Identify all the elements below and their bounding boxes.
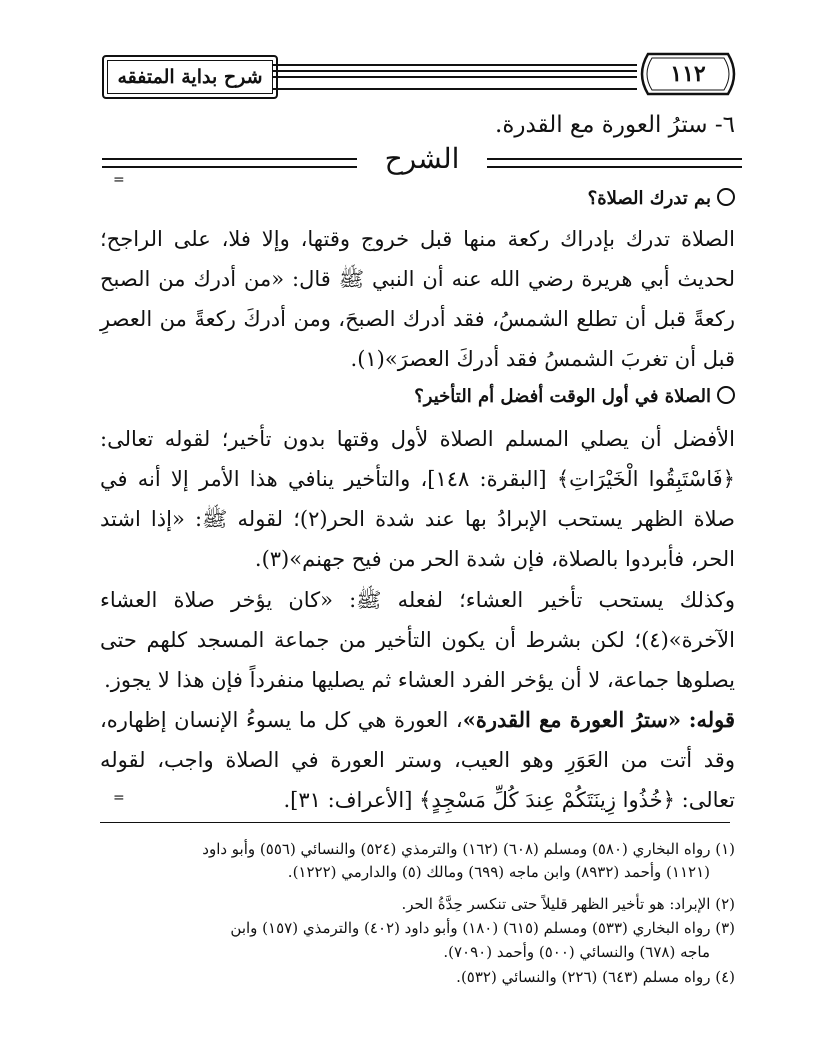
continuation-mark-2: =: [113, 790, 125, 806]
footnote-2: (٢) الإبراد: هو تأخير الظهر قليلاً حتى تنكسر حِدَّةُ الحر.: [401, 895, 735, 913]
footnote-3-line-2: ماجه (٦٧٨) والنسائي (٥٠٠) وأحمد (٧٠٩٠).: [443, 943, 710, 961]
item-6-text: ٦- سترُ العورة مع القدرة.: [495, 112, 735, 138]
flower-bullet-icon: [717, 386, 735, 404]
footnote-separator: [100, 822, 730, 823]
paragraph-4-label: قوله:: [688, 707, 735, 732]
footnote-4: (٤) رواه مسلم (٦٤٣) (٢٢٦) والنسائي (٥٣٢).: [456, 968, 735, 986]
paragraph-4-quote: «سترُ العورة مع القدرة»: [462, 707, 682, 732]
paragraph-2: الأفضل أن يصلي المسلم الصلاة لأول وقتها بدون تأخير؛ لقوله تعالى: ﴿فَاسْتَبِقُوا الْخَيْرَاتِ﴾ [البقرة: ١٤٨]، والتأخير ينافي هذا الأمر إلا أنه في صلاة الظهر يستحب الإبرادُ بها عند شدة الحر(٢)؛ لقوله ﷺ: «إذا اشتد الحر، فأبردوا بالصلاة، فإن شدة الحر من فيح جهنم»(٣).: [100, 427, 736, 571]
section-heading-text: الشرح: [384, 142, 460, 175]
header-ornament-lines: [272, 64, 637, 90]
question-1-text: بم تدرك الصلاة؟: [587, 188, 711, 209]
continuation-mark: =: [113, 172, 125, 188]
paragraph-1: الصلاة تدرك بإدراك ركعة منها قبل خروج وقتها، وإلا فلا، على الراجح؛ لحديث أبي هريرة رضي الله عنه أن النبي ﷺ قال: «من أدرك من الصبح ركعةً قبل أن تطلع الشمسُ، فقد أدرك الصبحَ، ومن أدركَ ركعةً من العصرِ قبل أن تغربَ الشمسُ فقد أدركَ العصرَ»(١).: [100, 227, 735, 371]
question-heading-1: [588, 188, 735, 209]
section-heading: [102, 142, 742, 182]
question-2-text: الصلاة في أول الوقت أفضل أم التأخير؟: [414, 386, 711, 407]
paragraph-3: وكذلك يستحب تأخير العشاء؛ لفعله ﷺ: «كان يؤخر صلاة العشاء الآخرة»(٤)؛ لكن بشرط أن يكون التأخير من جماعة المسجد كلهم حتى يصلوها جماعة، لا أن يؤخر الفرد العشاء ثم يصليها منفرداً فإن هذا لا يجوز.: [100, 588, 735, 692]
heading-rule-right: [487, 158, 742, 168]
footnote-3-line-1: (٣) رواه البخاري (٥٣٣) ومسلم (٦١٥) (١٨٠) وأبو داود (٤٠٢) والترمذي (١٥٧) وابن: [230, 919, 735, 937]
flower-bullet-icon: [717, 188, 735, 206]
footnote-1-line-2: (١١٢١) وأحمد (٨٩٣٢) وابن ماجه (٦٩٩) ومالك (٥) والدارمي (١٢٢٢).: [287, 863, 710, 881]
paragraph-4: [100, 700, 735, 820]
book-title-box: شرح بداية المتفقه: [102, 55, 278, 99]
footnote-1-line-1: (١) رواه البخاري (٥٨٠) ومسلم (٦٠٨) (١٦٢) والترمذي (٥٢٤) والنسائي (٥٥٦) وأبو داود: [202, 840, 735, 858]
page-number-badge: [634, 52, 742, 96]
running-header: [102, 50, 742, 102]
question-heading-2: [414, 386, 735, 407]
heading-rule-left: [102, 158, 357, 168]
page-number: ١١٢: [670, 61, 706, 87]
paragraph-4-text: ، العورة هي كل ما يسوءُ الإنسان إظهاره، وقد أتت من العَوَرِ وهو العيب، وستر العورة في الصلاة واجب، لقوله تعالى: ﴿خُذُوا زِينَتَكُمْ عِندَ كُلِّ مَسْجِدٍ﴾ [الأعراف: ٣١].: [100, 708, 735, 812]
